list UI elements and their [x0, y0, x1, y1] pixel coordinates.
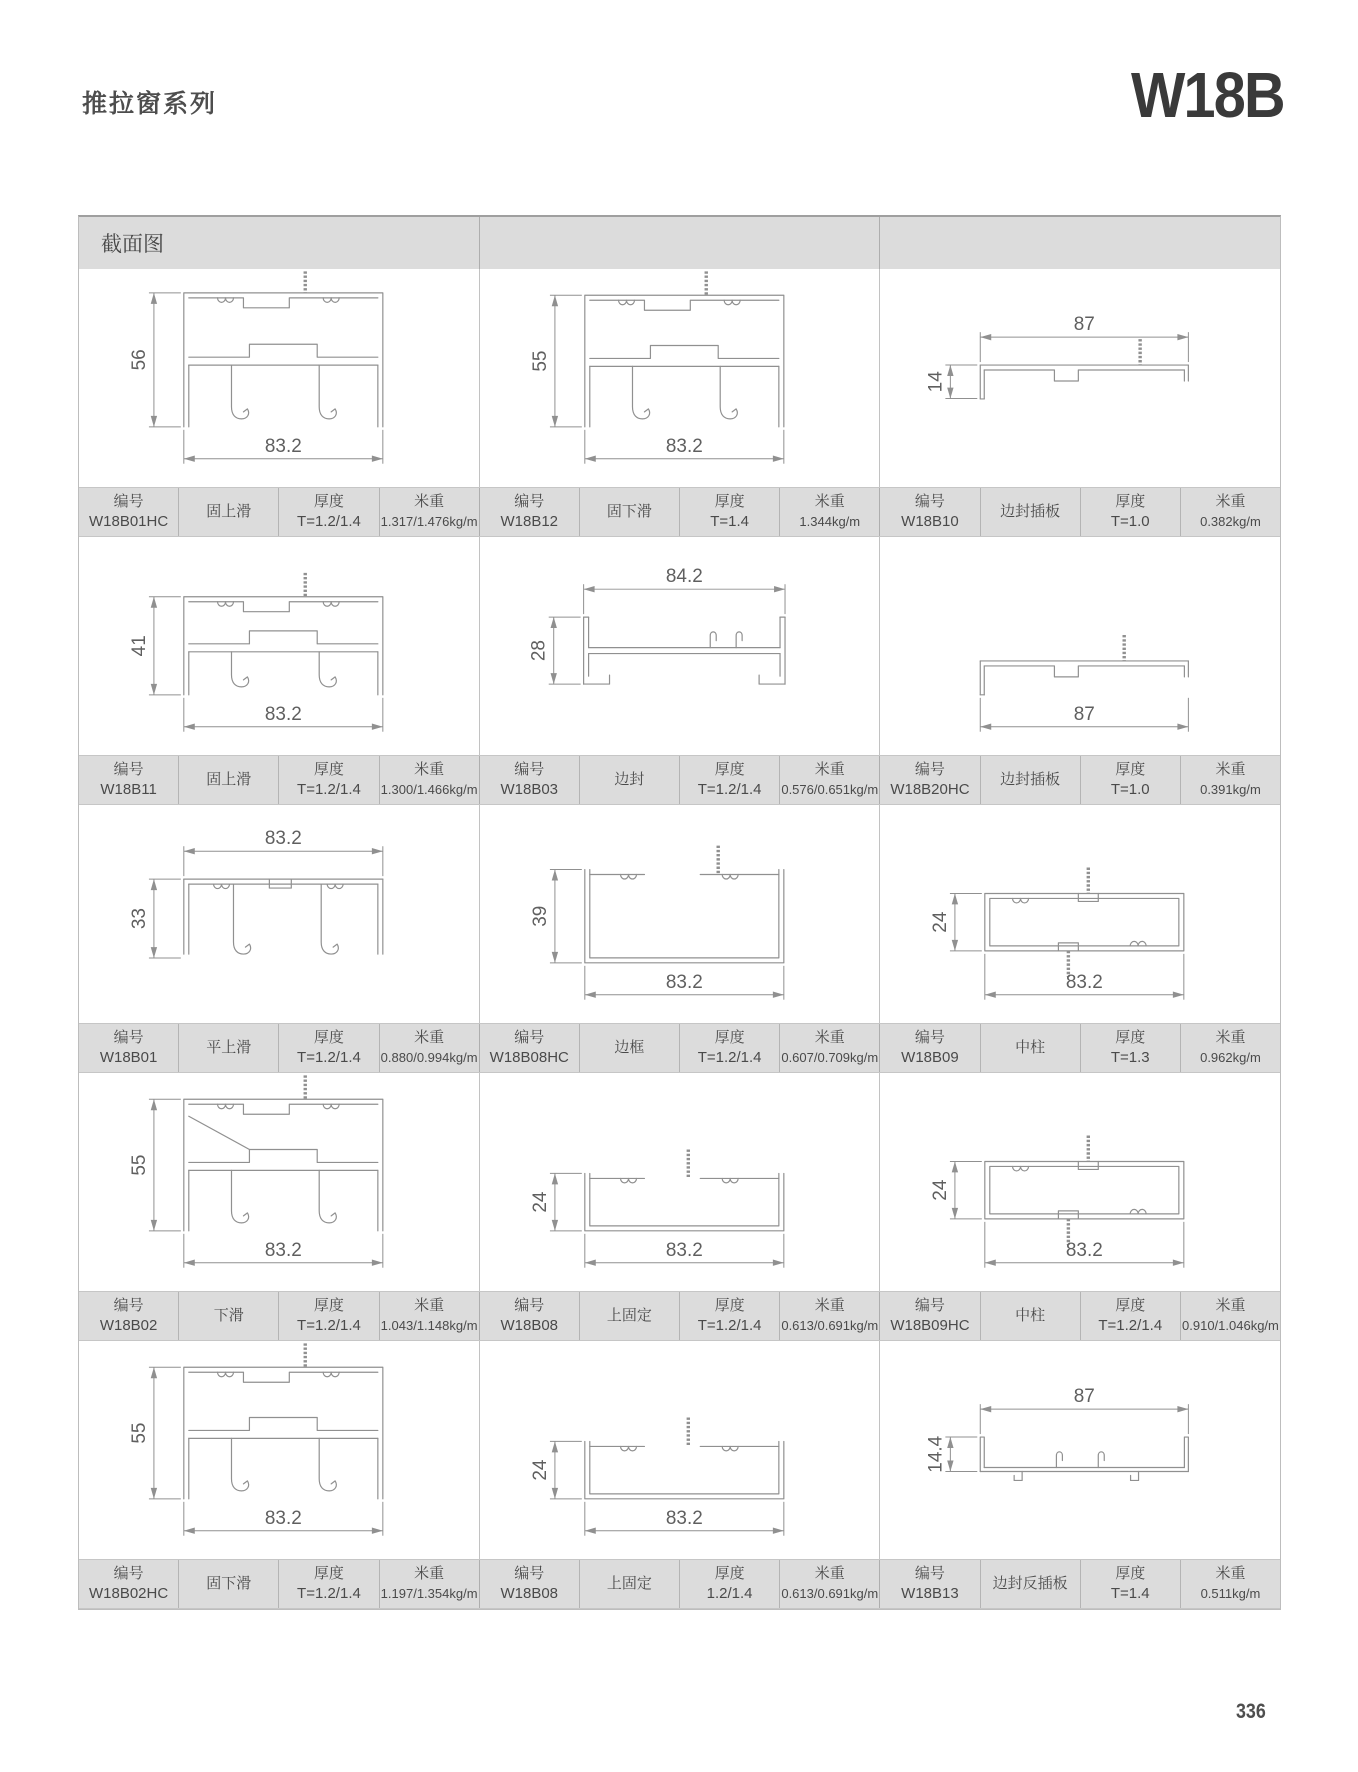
profile-section-row [79, 537, 1280, 805]
drawing-row [79, 805, 1280, 1023]
code-label: 编号 [113, 761, 144, 778]
weight-label: 米重 [414, 1297, 445, 1314]
name-cell [580, 1024, 680, 1072]
profile-info [79, 488, 480, 536]
cross-section-drawing [79, 1073, 479, 1291]
weight-cell [380, 1292, 479, 1340]
name-cell [981, 1024, 1081, 1072]
thickness-value: T=1.0 [1110, 781, 1150, 798]
info-row [79, 487, 1280, 537]
cross-section-drawing [480, 805, 880, 1023]
weight-cell [1181, 1024, 1280, 1072]
code-value: W18B08HC [489, 1049, 569, 1066]
code-cell [880, 1024, 980, 1072]
thickness-label: 厚度 [714, 1029, 745, 1046]
code-label: 编号 [514, 1297, 545, 1314]
code-label: 编号 [514, 761, 545, 778]
svg-text:87: 87 [1074, 1386, 1096, 1408]
thickness-value: T=1.2/1.4 [697, 1049, 762, 1066]
profile-section-row [79, 805, 1280, 1073]
profile-drawing-cell [880, 1341, 1280, 1559]
thickness-value: T=1.2/1.4 [1098, 1317, 1163, 1334]
name-cell [580, 1292, 680, 1340]
profile-info [880, 1292, 1280, 1340]
cross-section-drawing [79, 805, 479, 1023]
code-cell [480, 1292, 580, 1340]
weight-value: 1.300/1.466kg/m [380, 782, 478, 797]
code-label: 编号 [914, 761, 945, 778]
profile-drawing-cell [480, 805, 881, 1023]
thickness-cell [680, 756, 780, 804]
thickness-value: T=1.2/1.4 [297, 513, 361, 530]
info-row [79, 1559, 1280, 1609]
profile-info [79, 1292, 480, 1340]
svg-text:56: 56 [128, 349, 150, 371]
svg-text:83.2: 83.2 [264, 828, 302, 850]
profile-drawing-cell [79, 269, 480, 487]
weight-value: 1.043/1.148kg/m [380, 1318, 478, 1333]
thickness-label: 厚度 [313, 761, 344, 778]
name-cell [981, 756, 1081, 804]
code-value: W18B11 [100, 781, 157, 798]
name-cell [981, 1560, 1081, 1608]
code-label: 编号 [514, 1029, 545, 1046]
svg-text:83.2: 83.2 [665, 1239, 703, 1261]
profile-name: 边封插板 [1000, 771, 1061, 788]
code-cell [480, 1024, 580, 1072]
code-label: 编号 [113, 493, 144, 510]
weight-label: 米重 [1215, 1029, 1246, 1046]
profile-section-row [79, 1073, 1280, 1341]
thickness-cell [279, 756, 379, 804]
svg-text:33: 33 [128, 908, 150, 930]
section-header-label: 截面图 [101, 233, 164, 256]
name-cell [179, 1560, 279, 1608]
code-value: W18B10 [901, 513, 959, 530]
profile-drawing-cell [480, 1073, 881, 1291]
profile-drawing-cell [480, 1341, 881, 1559]
thickness-cell [279, 1024, 379, 1072]
code-value: W18B08 [500, 1317, 559, 1334]
weight-value: 0.607/0.709kg/m [781, 1050, 879, 1065]
name-cell [981, 488, 1081, 536]
profile-name: 边封插板 [1000, 503, 1061, 520]
code-cell [480, 756, 580, 804]
cross-section-drawing [480, 537, 880, 755]
weight-value: 0.576/0.651kg/m [781, 782, 879, 797]
thickness-label: 厚度 [1115, 761, 1146, 778]
svg-text:84.2: 84.2 [665, 566, 703, 588]
thickness-cell [279, 488, 379, 536]
profile-info [79, 756, 480, 804]
code-cell [79, 1560, 179, 1608]
weight-label: 米重 [414, 761, 445, 778]
thickness-cell [279, 1292, 379, 1340]
profile-name: 边封反插板 [992, 1575, 1068, 1592]
weight-label: 米重 [814, 1297, 845, 1314]
svg-text:28: 28 [528, 640, 550, 662]
thickness-label: 厚度 [714, 761, 745, 778]
code-cell [480, 488, 580, 536]
weight-value: 0.511kg/m [1200, 1586, 1261, 1601]
profile-table [78, 215, 1281, 1610]
code-cell [880, 756, 980, 804]
profile-name: 上固定 [606, 1307, 652, 1324]
svg-text:24: 24 [529, 1459, 551, 1481]
thickness-label: 厚度 [1115, 1297, 1146, 1314]
code-label: 编号 [914, 493, 945, 510]
table-body [79, 269, 1280, 1609]
table-header-cell [79, 217, 480, 269]
cross-section-drawing [79, 1341, 479, 1559]
profile-name: 中柱 [1015, 1307, 1046, 1324]
thickness-value: T=1.2/1.4 [697, 781, 762, 798]
weight-label: 米重 [814, 493, 845, 510]
code-value: W18B13 [901, 1585, 959, 1602]
svg-text:24: 24 [930, 911, 952, 933]
code-value: W18B08 [500, 1585, 559, 1602]
thickness-label: 厚度 [1115, 1029, 1146, 1046]
weight-label: 米重 [1215, 1297, 1246, 1314]
weight-value: 0.613/0.691kg/m [781, 1586, 879, 1601]
drawing-row [79, 1073, 1280, 1291]
thickness-label: 厚度 [714, 1565, 745, 1582]
svg-text:55: 55 [128, 1422, 150, 1444]
weight-label: 米重 [814, 1029, 845, 1046]
thickness-label: 厚度 [1115, 493, 1146, 510]
weight-cell [380, 1024, 479, 1072]
code-label: 编号 [113, 1297, 144, 1314]
profile-section-row [79, 1341, 1280, 1609]
cross-section-drawing [880, 805, 1280, 1023]
name-cell [179, 1292, 279, 1340]
code-label: 编号 [514, 1565, 545, 1582]
code-cell [79, 1292, 179, 1340]
svg-text:24: 24 [930, 1179, 952, 1201]
thickness-cell [1081, 756, 1181, 804]
name-cell [179, 1024, 279, 1072]
weight-cell [1181, 1292, 1280, 1340]
weight-label: 米重 [1215, 761, 1246, 778]
profile-info [480, 1024, 881, 1072]
weight-cell [780, 1024, 879, 1072]
weight-label: 米重 [414, 493, 445, 510]
cross-section-drawing [79, 537, 479, 755]
weight-cell [380, 756, 479, 804]
profile-drawing-cell [880, 269, 1280, 487]
thickness-value: 1.2/1.4 [706, 1585, 753, 1602]
thickness-value: T=1.2/1.4 [297, 1585, 361, 1602]
weight-value: 1.317/1.476kg/m [380, 514, 478, 529]
profile-name: 平上滑 [206, 1039, 252, 1056]
profile-drawing-cell [79, 537, 480, 755]
code-cell [480, 1560, 580, 1608]
thickness-value: T=1.4 [710, 513, 749, 530]
name-cell [580, 488, 680, 536]
cross-section-drawing [480, 1073, 880, 1291]
code-label: 编号 [514, 493, 545, 510]
name-cell [580, 756, 680, 804]
profile-info [880, 1024, 1280, 1072]
info-row [79, 755, 1280, 805]
thickness-label: 厚度 [1115, 1565, 1146, 1582]
profile-drawing-cell [480, 537, 881, 755]
table-header-cell [480, 217, 881, 269]
code-value: W18B03 [500, 781, 559, 798]
thickness-cell [1081, 1560, 1181, 1608]
name-cell [580, 1560, 680, 1608]
thickness-value: T=1.2/1.4 [297, 781, 361, 798]
svg-text:83.2: 83.2 [665, 971, 703, 993]
thickness-label: 厚度 [313, 1565, 344, 1582]
thickness-label: 厚度 [714, 493, 745, 510]
weight-cell [1181, 1560, 1280, 1608]
weight-cell [1181, 756, 1280, 804]
profile-drawing-cell [880, 805, 1280, 1023]
code-label: 编号 [113, 1029, 144, 1046]
svg-text:55: 55 [529, 350, 551, 372]
profile-name: 上固定 [606, 1575, 652, 1592]
svg-text:83.2: 83.2 [665, 1507, 703, 1529]
thickness-value: T=1.2/1.4 [297, 1049, 361, 1066]
weight-cell [780, 1292, 879, 1340]
profile-info [79, 1024, 480, 1072]
profile-section-row [79, 269, 1280, 537]
name-cell [981, 1292, 1081, 1340]
svg-text:14.4: 14.4 [925, 1435, 947, 1473]
code-value: W18B02HC [88, 1585, 169, 1602]
svg-text:41: 41 [128, 635, 150, 657]
thickness-value: T=1.2/1.4 [297, 1317, 361, 1334]
cross-section-drawing [880, 269, 1280, 487]
code-cell [880, 1292, 980, 1340]
series-title: 推拉窗系列 [82, 90, 218, 118]
cross-section-drawing [480, 269, 880, 487]
profile-drawing-cell [880, 1073, 1280, 1291]
code-cell [880, 1560, 980, 1608]
profile-name: 固上滑 [206, 503, 252, 520]
cross-section-drawing [880, 1341, 1280, 1559]
svg-text:87: 87 [1074, 703, 1096, 725]
cross-section-drawing [880, 537, 1280, 755]
thickness-label: 厚度 [313, 1029, 344, 1046]
weight-value: 0.613/0.691kg/m [781, 1318, 879, 1333]
thickness-value: T=1.0 [1110, 513, 1150, 530]
thickness-value: T=1.2/1.4 [697, 1317, 762, 1334]
profile-name: 下滑 [213, 1307, 244, 1324]
table-header-row [79, 217, 1280, 269]
profile-name: 固上滑 [206, 771, 252, 788]
weight-value: 0.962kg/m [1200, 1050, 1261, 1065]
profile-info [480, 1560, 881, 1608]
weight-value: 0.391kg/m [1200, 782, 1261, 797]
profile-info [480, 1292, 881, 1340]
profile-info [480, 756, 881, 804]
weight-value: 0.880/0.994kg/m [380, 1050, 478, 1065]
weight-label: 米重 [814, 1565, 845, 1582]
profile-name: 中柱 [1015, 1039, 1046, 1056]
thickness-cell [1081, 1292, 1181, 1340]
svg-text:83.2: 83.2 [264, 1239, 302, 1261]
profile-info [880, 1560, 1280, 1608]
svg-text:14: 14 [925, 371, 947, 393]
info-row [79, 1023, 1280, 1073]
code-cell [79, 488, 179, 536]
thickness-label: 厚度 [313, 1297, 344, 1314]
profile-drawing-cell [880, 537, 1280, 755]
thickness-label: 厚度 [714, 1297, 745, 1314]
thickness-cell [1081, 488, 1181, 536]
code-label: 编号 [914, 1029, 945, 1046]
code-label: 编号 [113, 1565, 144, 1582]
weight-cell [380, 488, 479, 536]
svg-text:83.2: 83.2 [1066, 971, 1104, 993]
svg-text:39: 39 [529, 905, 551, 927]
weight-cell [780, 1560, 879, 1608]
code-value: W18B01HC [88, 513, 169, 530]
code-cell [880, 488, 980, 536]
svg-text:24: 24 [529, 1191, 551, 1213]
profile-name: 固下滑 [206, 1575, 252, 1592]
weight-cell [1181, 488, 1280, 536]
weight-value: 0.910/1.046kg/m [1182, 1318, 1279, 1333]
profile-name: 固下滑 [606, 503, 652, 520]
profile-drawing-cell [79, 805, 480, 1023]
thickness-cell [1081, 1024, 1181, 1072]
name-cell [179, 756, 279, 804]
code-value: W18B09HC [890, 1317, 970, 1334]
code-value: W18B01 [99, 1049, 158, 1066]
thickness-cell [680, 1292, 780, 1340]
thickness-value: T=1.3 [1110, 1049, 1150, 1066]
name-cell [179, 488, 279, 536]
svg-text:55: 55 [128, 1154, 150, 1176]
info-row [79, 1291, 1280, 1341]
weight-cell [780, 756, 879, 804]
weight-label: 米重 [1215, 493, 1246, 510]
drawing-row [79, 269, 1280, 487]
code-label: 编号 [914, 1565, 945, 1582]
code-cell [79, 756, 179, 804]
cross-section-drawing [79, 269, 479, 487]
svg-text:83.2: 83.2 [264, 1507, 302, 1529]
thickness-cell [680, 488, 780, 536]
weight-cell [380, 1560, 479, 1608]
weight-label: 米重 [814, 761, 845, 778]
weight-label: 米重 [414, 1029, 445, 1046]
code-value: W18B02 [99, 1317, 158, 1334]
svg-text:83.2: 83.2 [264, 703, 302, 725]
weight-value: 1.344kg/m [799, 514, 861, 529]
model-code: W18B [1131, 59, 1284, 131]
thickness-cell [680, 1560, 780, 1608]
profile-info [880, 488, 1280, 536]
profile-drawing-cell [480, 269, 881, 487]
profile-name: 边封 [614, 771, 645, 788]
thickness-cell [680, 1024, 780, 1072]
profile-info [79, 1560, 480, 1608]
table-header-cell [880, 217, 1280, 269]
profile-drawing-cell [79, 1341, 480, 1559]
svg-text:83.2: 83.2 [264, 435, 302, 457]
weight-cell [780, 488, 879, 536]
code-value: W18B12 [500, 513, 559, 530]
profile-info [880, 756, 1280, 804]
thickness-cell [279, 1560, 379, 1608]
weight-label: 米重 [414, 1565, 445, 1582]
drawing-row [79, 537, 1280, 755]
svg-text:83.2: 83.2 [1066, 1239, 1104, 1261]
svg-text:83.2: 83.2 [665, 435, 703, 457]
profile-name: 边框 [614, 1039, 645, 1056]
drawing-row [79, 1341, 1280, 1559]
weight-value: 1.197/1.354kg/m [380, 1586, 478, 1601]
code-value: W18B20HC [890, 781, 970, 798]
weight-value: 0.382kg/m [1200, 514, 1261, 529]
profile-drawing-cell [79, 1073, 480, 1291]
cross-section-drawing [480, 1341, 880, 1559]
cross-section-drawing [880, 1073, 1280, 1291]
thickness-value: T=1.4 [1110, 1585, 1150, 1602]
profile-info [480, 488, 881, 536]
svg-text:87: 87 [1074, 314, 1096, 336]
page-number: 336 [1236, 1700, 1266, 1723]
weight-label: 米重 [1215, 1565, 1246, 1582]
thickness-label: 厚度 [313, 493, 344, 510]
code-cell [79, 1024, 179, 1072]
code-value: W18B09 [901, 1049, 959, 1066]
code-label: 编号 [914, 1297, 945, 1314]
